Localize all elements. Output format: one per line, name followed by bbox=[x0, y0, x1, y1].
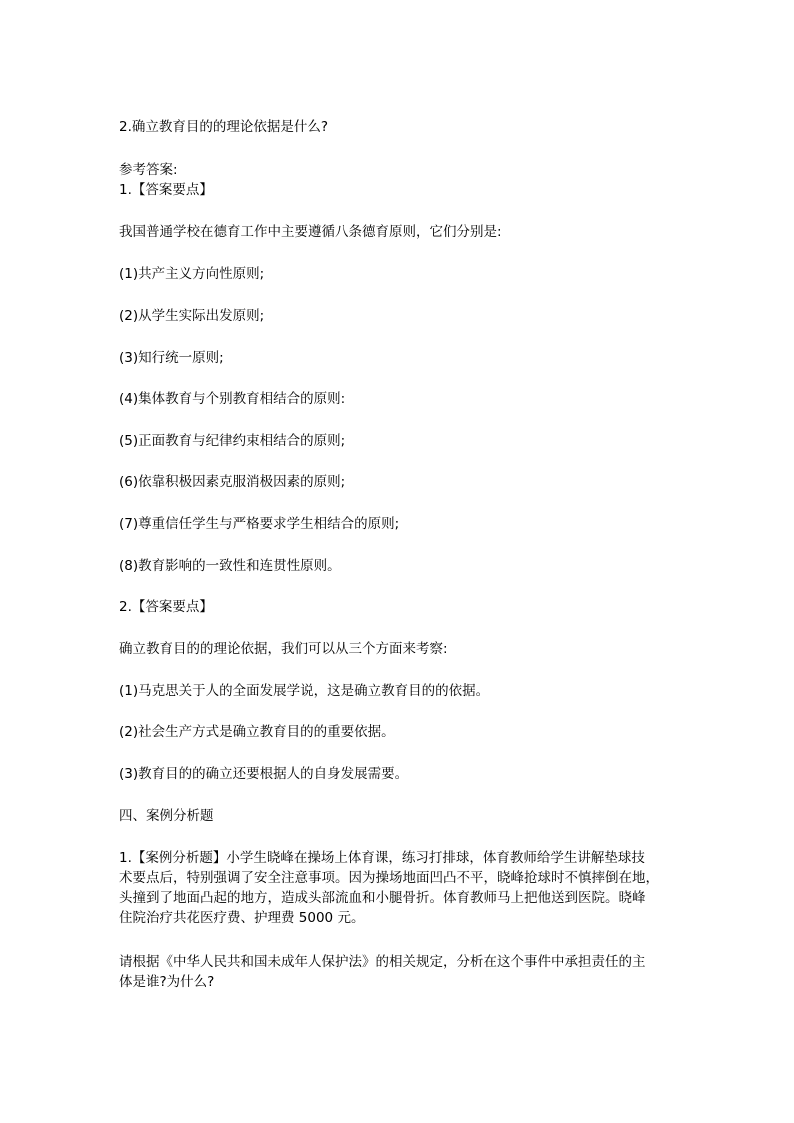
case-1-line-4: 住院治疗共花医疗费、护理费 5000 元。 bbox=[119, 910, 365, 926]
reference-answer-label: 参考答案: bbox=[119, 162, 178, 178]
section-4-title: 四、案例分析题 bbox=[119, 808, 214, 824]
answer-2-item-2: (2)社会生产方式是确立教育目的的重要依据。 bbox=[119, 724, 395, 740]
answer-1-heading: 1.【答案要点】 bbox=[119, 182, 213, 198]
case-1-question bbox=[119, 952, 679, 992]
answer-1-item-2: (2)从学生实际出发原则; bbox=[119, 308, 265, 324]
case-1-line-2: 术要点后，特别强调了安全注意事项。因为操场地面凹凸不平，晓峰抢球时不慎摔倒在地， bbox=[119, 870, 659, 886]
case-1-question-line-2: 体是谁?为什么? bbox=[119, 974, 215, 990]
answer-1-item-3: (3)知行统一原则; bbox=[119, 350, 224, 366]
answer-1-item-5: (5)正面教育与纪律约束相结合的原则; bbox=[119, 433, 346, 449]
case-1-line-3: 头撞到了地面凸起的地方，造成头部流血和小腿骨折。体育教师马上把他送到医院。晓峰 bbox=[119, 890, 646, 906]
case-1-question-line-1: 请根据《中华人民共和国未成年人保护法》的相关规定，分析在这个事件中承担责任的主 bbox=[119, 954, 646, 970]
answer-1-item-7: (7)尊重信任学生与严格要求学生相结合的原则; bbox=[119, 516, 400, 532]
case-1-paragraph bbox=[119, 848, 679, 928]
answer-2-item-1: (1)马克思关于人的全面发展学说，这是确立教育目的的依据。 bbox=[119, 683, 490, 699]
case-1-line-1: 1.【案例分析题】小学生晓峰在操场上体育课，练习打排球，体育教师给学生讲解垫球技 bbox=[119, 850, 645, 866]
answer-1-intro: 我国普通学校在德育工作中主要遵循八条德育原则，它们分别是: bbox=[119, 224, 502, 240]
answer-2-intro: 确立教育目的的理论依据，我们可以从三个方面来考察: bbox=[119, 641, 448, 657]
answer-2-heading: 2.【答案要点】 bbox=[119, 599, 213, 615]
answer-1-item-6: (6)依靠积极因素克服消极因素的原则; bbox=[119, 474, 346, 490]
question-2: 2.确立教育目的的理论依据是什么? bbox=[119, 119, 329, 135]
answer-2-item-3: (3)教育目的的确立还要根据人的自身发展需要。 bbox=[119, 766, 409, 782]
answer-1-item-4: (4)集体教育与个别教育相结合的原则: bbox=[119, 391, 346, 407]
answer-1-item-1: (1)共产主义方向性原则; bbox=[119, 266, 265, 282]
answer-1-item-8: (8)教育影响的一致性和连贯性原则。 bbox=[119, 558, 341, 574]
